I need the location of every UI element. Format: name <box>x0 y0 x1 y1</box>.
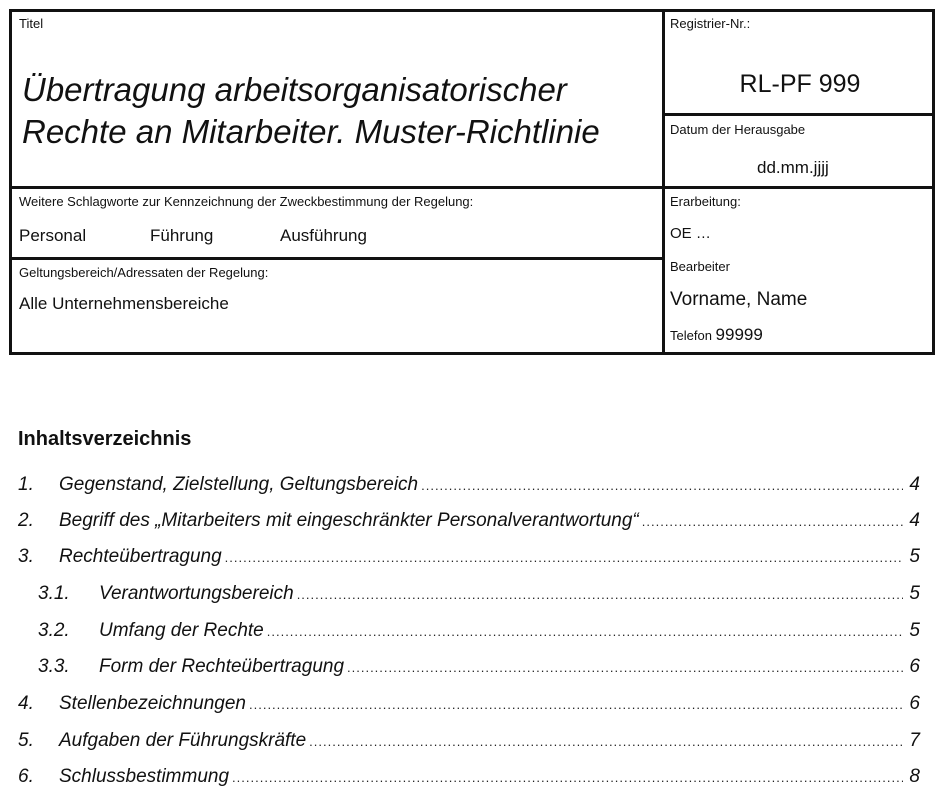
toc-entry-3-3[interactable] <box>38 656 920 680</box>
toc-text: Schlussbestimmung <box>59 766 230 787</box>
phone <box>670 325 763 345</box>
toc-text: Verantwortungsbereich <box>99 583 294 604</box>
toc-page: 6 <box>909 656 920 677</box>
toc-entry-1[interactable] <box>18 474 920 498</box>
toc-entry-3-2[interactable] <box>38 620 920 644</box>
toc-leader <box>225 550 903 565</box>
registry-number: RL-PF 999 <box>739 70 861 98</box>
toc-entry-3-1[interactable] <box>38 583 920 607</box>
toc-leader <box>267 624 903 639</box>
registry-label: Registrier-Nr.: <box>670 16 751 31</box>
toc-page: 4 <box>909 474 920 495</box>
toc-page: 8 <box>909 766 920 787</box>
toc-number: 5. <box>18 730 34 751</box>
editor-name: Vorname, Name <box>670 289 808 310</box>
page-title <box>22 69 660 153</box>
prepared-label: Erarbeitung: <box>670 194 741 209</box>
toc-text: Begriff des „Mitarbeiters mit eingeschränkter Personalverantwortung“ <box>59 510 639 531</box>
toc-leader <box>642 514 903 529</box>
divider-keywords-scope <box>12 257 662 260</box>
title-line-2: Rechte an Mitarbeiter. Muster-Richtlinie <box>22 113 600 150</box>
toc-leader <box>232 770 903 785</box>
divider-title-keywords <box>12 186 932 189</box>
toc-text: Stellenbezeichnungen <box>59 693 246 714</box>
keyword-personal: Personal <box>19 226 87 245</box>
keywords-label: Weitere Schlagworte zur Kennzeichnung der Zweckbestimmung der Regelung: <box>19 194 474 209</box>
vertical-divider <box>662 12 665 352</box>
toc-page: 4 <box>909 510 920 531</box>
toc-entry-3[interactable] <box>18 546 920 570</box>
toc-number: 3. <box>18 546 34 567</box>
toc-text: Umfang der Rechte <box>99 620 264 641</box>
keyword-ausfuehrung: Ausführung <box>280 226 367 245</box>
toc-entry-6[interactable] <box>18 766 920 790</box>
toc-leader <box>297 587 903 602</box>
title-label: Titel <box>19 16 44 31</box>
toc-text: Aufgaben der Führungskräfte <box>59 730 307 751</box>
toc-page: 5 <box>909 546 920 567</box>
toc-page: 5 <box>909 583 920 604</box>
toc-number: 4. <box>18 693 34 714</box>
phone-number: 99999 <box>715 325 763 344</box>
toc-leader <box>421 478 903 493</box>
toc-entry-5[interactable] <box>18 730 920 754</box>
toc-text: Rechteübertragung <box>59 546 222 567</box>
toc-leader <box>249 697 903 712</box>
toc-text: Gegenstand, Zielstellung, Geltungsbereich <box>59 474 419 495</box>
prepared-unit: OE … <box>670 225 711 242</box>
phone-label: Telefon <box>670 328 712 343</box>
toc-page: 5 <box>909 620 920 641</box>
toc-number: 6. <box>18 766 34 787</box>
toc-leader <box>347 660 903 675</box>
toc-text: Form der Rechteübertragung <box>99 656 345 677</box>
toc-number: 3.1. <box>38 583 70 604</box>
toc-entry-4[interactable] <box>18 693 920 717</box>
scope-label: Geltungsbereich/Adressaten der Regelung: <box>19 265 269 280</box>
toc-heading: Inhaltsverzeichnis <box>18 428 192 450</box>
toc-leader <box>309 734 903 749</box>
issue-date: dd.mm.jjjj <box>757 158 829 177</box>
document-header-form <box>9 9 935 355</box>
toc-number: 3.3. <box>38 656 70 677</box>
toc-page: 7 <box>909 730 920 751</box>
title-line-1: Übertragung arbeitsorganisatorischer <box>22 71 567 108</box>
toc-page: 6 <box>909 693 920 714</box>
toc-number: 2. <box>18 510 34 531</box>
scope-value: Alle Unternehmensbereiche <box>19 294 229 313</box>
editor-label: Bearbeiter <box>670 259 730 274</box>
toc-number: 1. <box>18 474 34 495</box>
divider-registry-date <box>662 113 932 116</box>
toc-entry-2[interactable] <box>18 510 920 534</box>
toc-number: 3.2. <box>38 620 70 641</box>
issue-date-label: Datum der Herausgabe <box>670 122 806 137</box>
keyword-fuehrung: Führung <box>150 226 214 245</box>
